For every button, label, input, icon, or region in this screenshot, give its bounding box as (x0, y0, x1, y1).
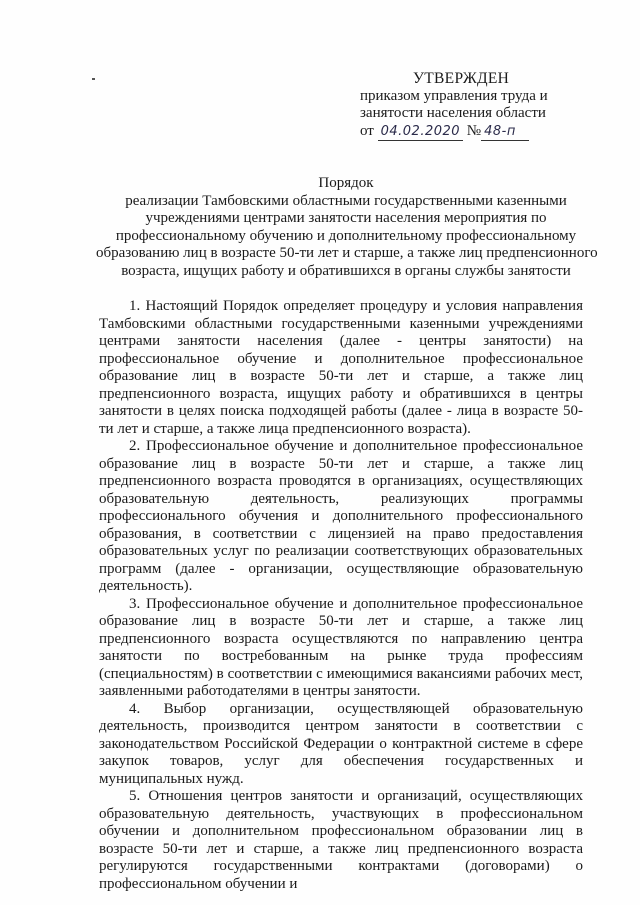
paragraph-4: 4. Выбор организации, осуществляющей образовательную деятельность, производится центром занятости в соответствии с законодательством Российской Федерации о контрактной системе в сфере закупок товаров, услуг для обеспечения государственных и муниципальных нужд. (99, 700, 583, 787)
approval-line-order: приказом управления труда и (360, 88, 548, 104)
approval-title: УТВЕРЖДЕН (413, 70, 510, 87)
handwritten-date: 04.02.2020 (378, 123, 463, 141)
approval-stamp-block (360, 70, 580, 141)
scan-speck (92, 78, 95, 80)
paragraph-3: 3. Профессиональное обучение и дополнительное профессиональное образование лиц в возрасте 50-ти лет и старше, а также лиц предпенсионного возраста осуществляются по направлению центра занятости по востребованным на рынке труда профессиям (специальностям) в соответствии с имеющимися вакансиями рабочих мест, заявленными работодателями в центры занятости. (99, 595, 583, 699)
approval-line-department: занятости населения области (360, 105, 546, 121)
heading-line: возраста, ищущих работу и обратившихся в органы службы занятости (121, 262, 571, 279)
heading-line: учреждениями центрами занятости населения мероприятия по (145, 210, 547, 227)
heading-title: Порядок (318, 175, 374, 191)
handwritten-number: 48-п (481, 123, 529, 141)
paragraph-2: 2. Профессиональное обучение и дополнительное профессиональное образование лиц в возрасте 50-ти лет и старше, а также лиц предпенсионного возраста проводятся в организациях, осуществляющих образовательную деятельность, реализующих программы профессионального обучения и дополнительного профессионального образования, в соответствии с лицензией на право предоставления образовательных услуг по реализации соответствующих образовательных программ (далее - организации, осуществляющие образовательную деятельность). (99, 438, 583, 594)
heading-line: профессиональному обучению и дополнительному профессиональному (115, 227, 577, 244)
paragraph-1: 1. Настоящий Порядок определяет процедуру и условия направления Тамбовскими областными государственными казенными учреждениями центрами занятости населения (далее - центры занятости) на профессиональное обучение и дополнительное профессиональное образование лиц в возрасте 50-ти лет и старше, а также лиц предпенсионного возраста, ищущих работу и обратившихся в центры занятости в целях поиска подходящей работы (далее - лица в возрасте 50-ти лет и старше, а также лица предпенсионного возраста). (99, 298, 583, 437)
document-heading (96, 175, 596, 281)
heading-line: реализации Тамбовскими областными государственными казенными (125, 192, 567, 209)
document-body (99, 298, 583, 893)
date-prefix: от (360, 123, 374, 139)
number-prefix: № (466, 123, 482, 139)
approval-date-line (360, 123, 580, 141)
heading-line: образованию лиц в возрасте 50-ти лет и старше, а также лиц предпенсионного (96, 245, 598, 262)
paragraph-5: 5. Отношения центров занятости и организаций, осуществляющих образовательную деятельность, участвующих в профессиональном обучении и дополнительном профессиональном образовании лиц в возрасте 50-ти лет и старше, а также лиц предпенсионного возраста регулируются государственными контрактами (договорами) о профессиональном обучении и (99, 788, 583, 892)
